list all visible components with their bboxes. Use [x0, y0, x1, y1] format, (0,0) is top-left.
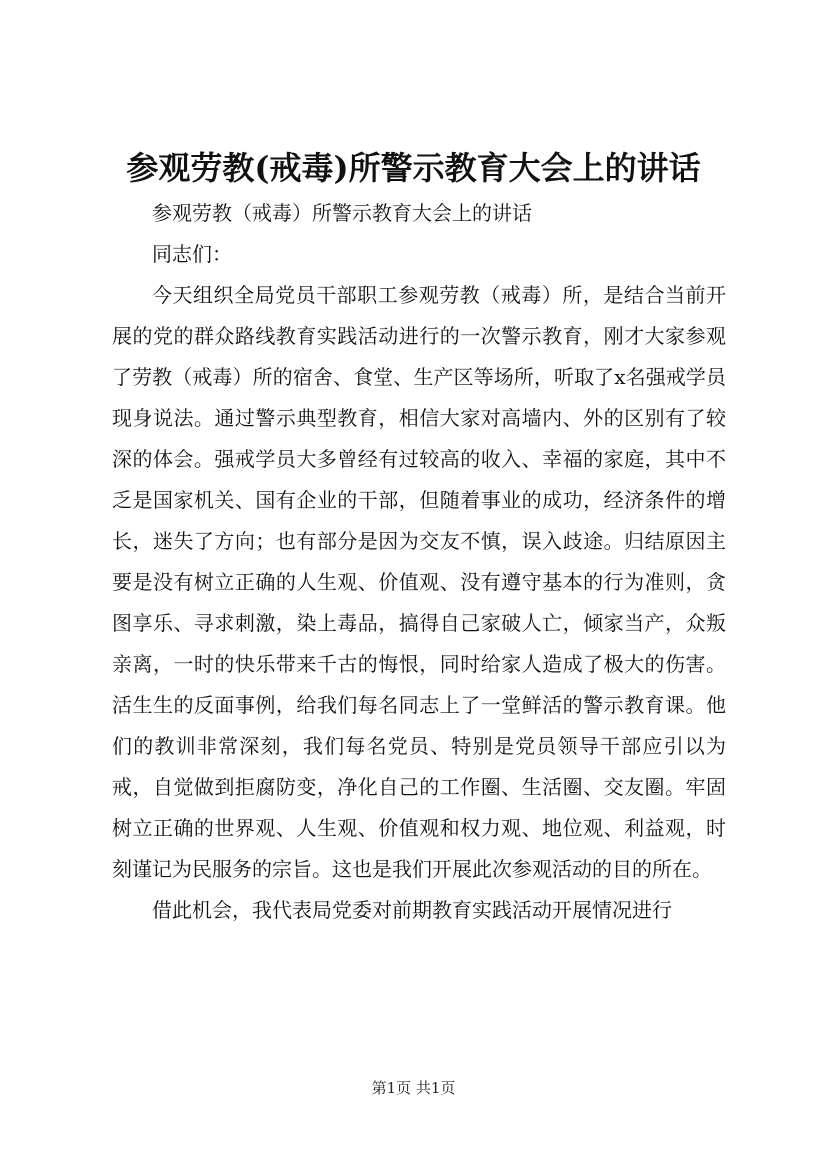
paragraph: 今天组织全局党员干部职工参观劳教（戒毒）所，是结合当前开展的党的群众路线教育实践活动进行的一次警示教育，刚才大家参观了劳教（戒毒）所的宿舍、食堂、生产区等场所，听取了x名强戒学员现身说法。通过警示典型教育，相信大家对高墙内、外的区别有了较深的体会。强戒学员大多曾经有过较高的收入、幸福的家庭，其中不乏是国家机关、国有企业的干部，但随着事业的成功，经济条件的增长，迷失了方向；也有部分是因为交友不慎，误入歧途。归结原因主要是没有树立正确的人生观、价值观、没有遵守基本的行为准则，贪图享乐、寻求刺激，染上毒品，搞得自己家破人亡，倾家当产，众叛亲离，一时的快乐带来千古的悔恨，同时给家人造成了极大的伤害。活生生的反面事例，给我们每名同志上了一堂鲜活的警示教育课。他们的教训非常深刻，我们每名党员、特别是党员领导干部应引以为戒，自觉做到拒腐防变，净化自己的工作圈、生活圈、交友圈。牢固树立正确的世界观、人生观、价值观和权力观、地位观、利益观，时刻谨记为民服务的宗旨。这也是我们开展此次参观活动的目的所在。	[112, 283, 726, 881]
document-title: 参观劳教(戒毒)所警示教育大会上的讲话	[126, 149, 701, 187]
document-body	[112, 193, 726, 931]
document-subtitle: 参观劳教（戒毒）所警示教育大会上的讲话	[152, 201, 532, 225]
salutation: 同志们：	[152, 242, 232, 266]
paragraph: 借此机会，我代表局党委对前期教育实践活动开展情况进行	[152, 898, 672, 922]
page-number-footer: 第1页 共1页	[371, 1079, 456, 1097]
